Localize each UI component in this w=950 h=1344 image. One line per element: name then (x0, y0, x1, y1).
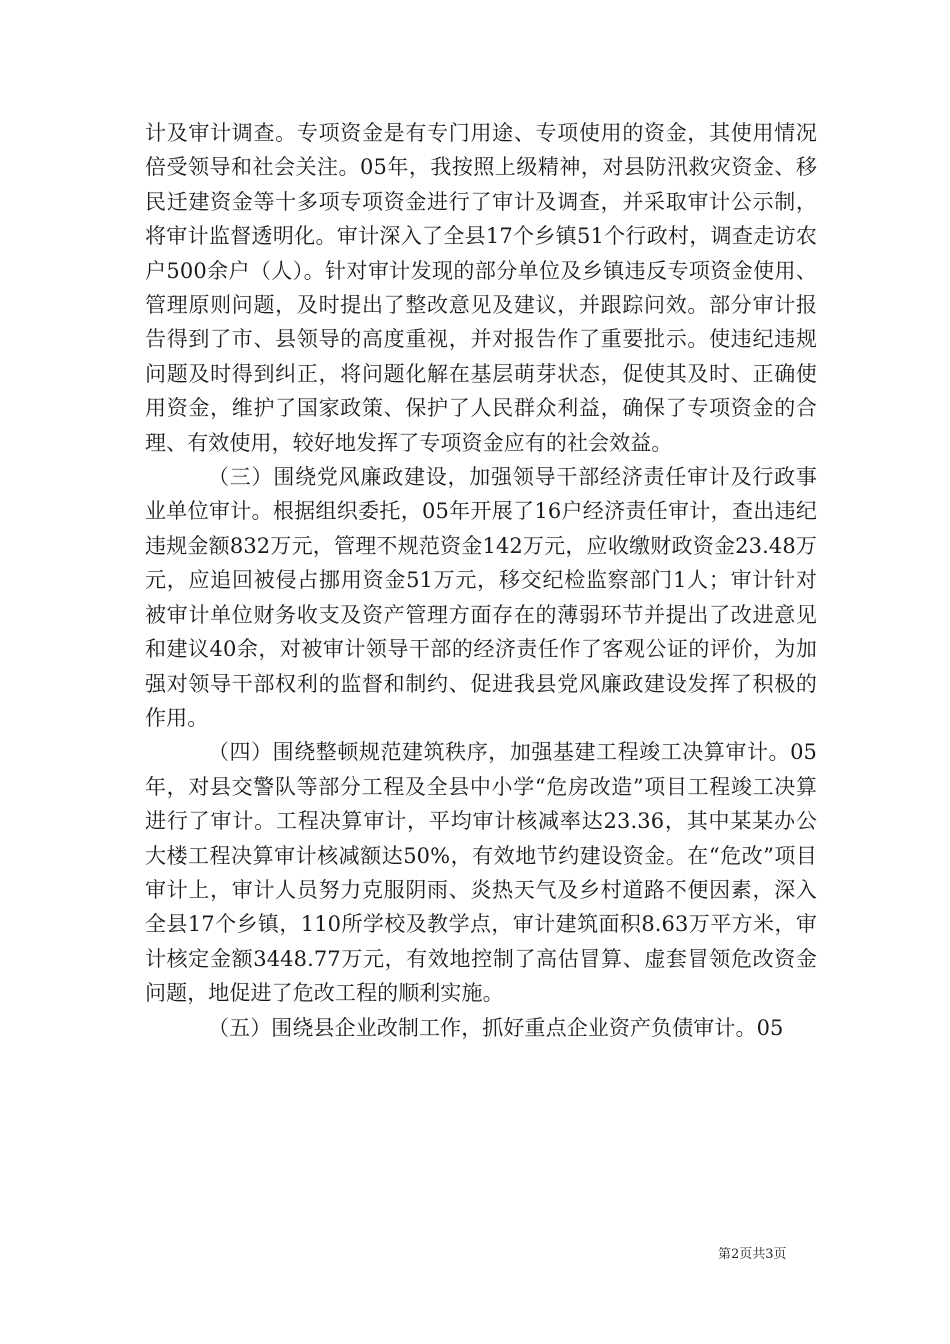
page-number: 第2页共3页 (718, 1247, 787, 1262)
paragraph-enterprise-audit: （五）围绕县企业改制工作，抓好重点企业资产负债审计。05 (208, 1015, 784, 1040)
paragraph-special-funds-audit: 计及审计调查。专项资金是有专门用途、专项使用的资金，其使用情况倍受领导和社会关注。05年，我按照上级精神，对县防汛救灾资金、移民迁建资金等十多项专项资金进行了审计及调查，并采取审计公示制，将审计监督透明化。审计深入了全县17个乡镇51个行政村，调查走访农户500余户（人）。针对审计发现的部分单位及乡镇违反专项资金使用、管理原则问题，及时提出了整改意见及建议，并跟踪问效。部分审计报告得到了市、县领导的高度重视，并对报告作了重要批示。使违纪违规问题及时得到纠正，将问题化解在基层萌芽状态，促使其及时、正确使用资金，维护了国家政策、保护了人民群众利益，确保了专项资金的合理、有效使用，较好地发挥了专项资金应有的社会效益。 (145, 121, 817, 455)
document-body (145, 116, 817, 1045)
paragraph-construction-audit: （四）围绕整顿规范建筑秩序，加强基建工程竣工决算审计。05年，对县交警队等部分工程及全县中小学“危房改造”项目工程竣工决算进行了审计。工程决算审计，平均审计核减率达23.36，其中某某办公大楼工程决算审计核减额达50%，有效地节约建设资金。在“危改”项目审计上，审计人员努力克服阴雨、炎热天气及乡村道路不便因素，深入全县17个乡镇，110所学校及教学点，审计建筑面积8.63万平方米，审计核定金额3448.77万元，有效地控制了高估冒算、虚套冒领危改资金问题，地促进了危改工程的顺利实施。 (145, 740, 817, 1006)
paragraph-economic-responsibility-audit: （三）围绕党风廉政建设，加强领导干部经济责任审计及行政事业单位审计。根据组织委托，05年开展了16户经济责任审计，查出违纪违规金额832万元，管理不规范资金142万元，应收缴财政资金23.48万元，应追回被侵占挪用资金51万元，移交纪检监察部门1人；审计针对被审计单位财务收支及资产管理方面存在的薄弱环节并提出了改进意见和建议40余，对被审计领导干部的经济责任作了客观公证的评价，为加强对领导干部权利的监督和制约、促进我县党风廉政建设发挥了积极的作用。 (145, 465, 817, 730)
